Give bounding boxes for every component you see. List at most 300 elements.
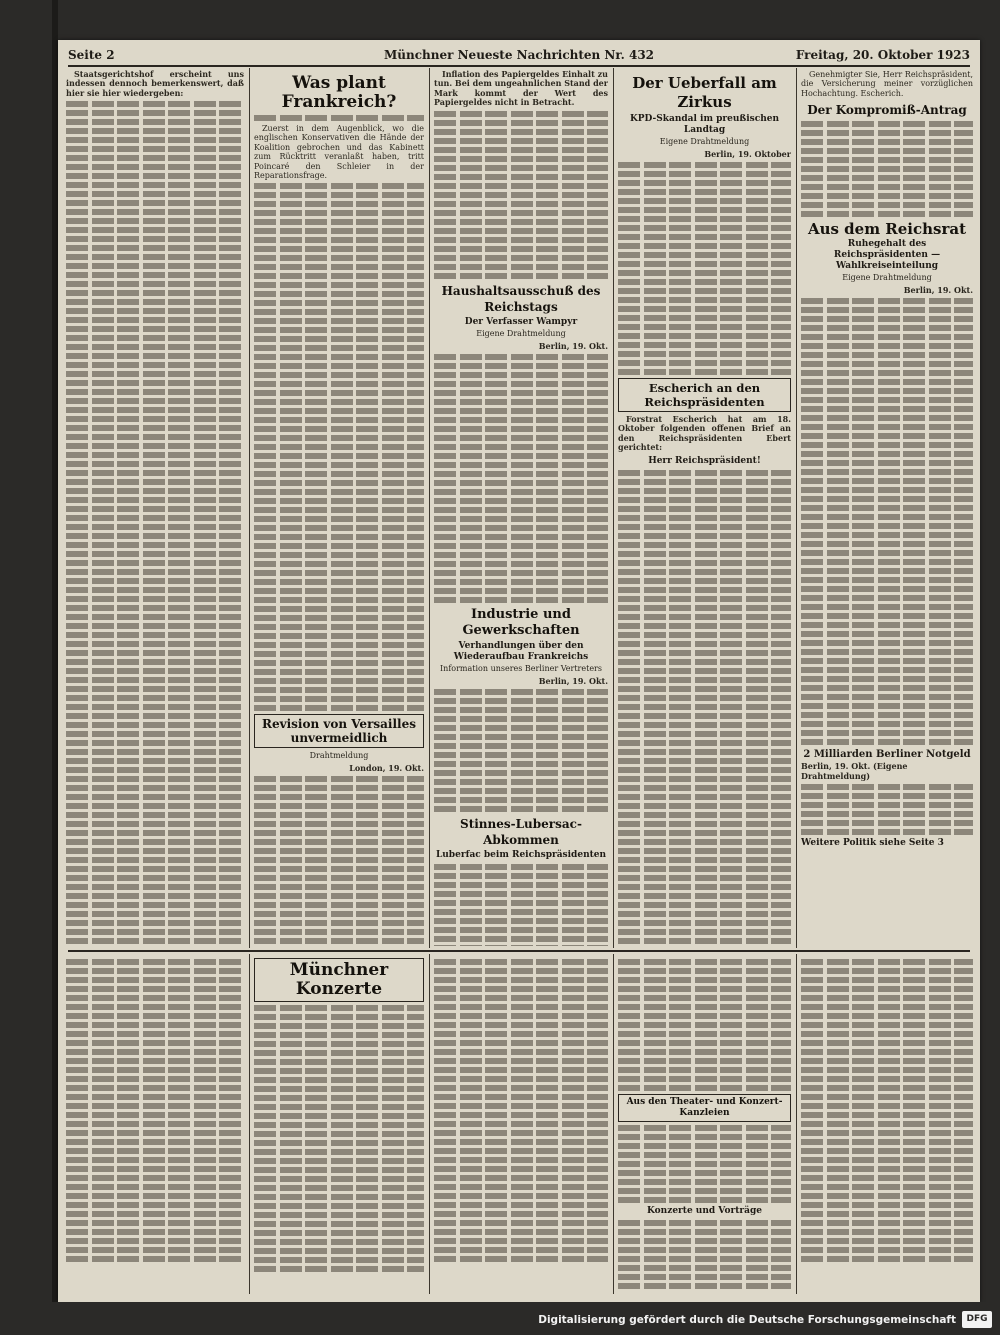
text-line-placeholder bbox=[66, 977, 244, 983]
text-line-placeholder bbox=[801, 424, 973, 430]
text-line-placeholder bbox=[618, 306, 791, 312]
article-dateline: Berlin, 19. Okt. bbox=[903, 285, 973, 296]
text-line-placeholder bbox=[618, 288, 791, 294]
text-line-placeholder bbox=[66, 1058, 244, 1064]
text-line-placeholder bbox=[66, 1112, 244, 1118]
feuilleton-column-3 bbox=[434, 956, 608, 1292]
text-line-placeholder bbox=[801, 1202, 973, 1208]
text-line-placeholder bbox=[434, 707, 608, 713]
article-title-haushaltsausschuss: Haushaltsausschuß des Reichstags bbox=[441, 283, 601, 314]
text-line-placeholder bbox=[618, 1283, 791, 1289]
text-line-placeholder bbox=[618, 704, 791, 710]
text-line-placeholder bbox=[801, 959, 973, 965]
text-line-placeholder bbox=[66, 254, 244, 260]
text-line-placeholder bbox=[66, 1211, 244, 1217]
article-title-stinnes-lubersac: Stinnes-Lubersac-Abkommen bbox=[460, 816, 582, 847]
text-line-placeholder bbox=[66, 317, 244, 323]
text-line-placeholder bbox=[66, 1022, 244, 1028]
article-title-industrie-und-gewerkschaften: Industrie und Gewerkschaften bbox=[462, 606, 580, 638]
text-line-placeholder bbox=[434, 453, 608, 459]
text-line-placeholder bbox=[254, 291, 424, 297]
text-line-placeholder bbox=[66, 425, 244, 431]
text-line-placeholder bbox=[66, 479, 244, 485]
text-line-placeholder bbox=[66, 281, 244, 287]
text-line-placeholder bbox=[66, 767, 244, 773]
text-line-placeholder bbox=[434, 1031, 608, 1037]
text-line-placeholder bbox=[254, 615, 424, 621]
text-line-placeholder bbox=[618, 351, 791, 357]
text-line-placeholder bbox=[66, 794, 244, 800]
text-line-placeholder bbox=[801, 703, 973, 709]
feuilleton-column-1 bbox=[66, 956, 244, 1292]
text-line-placeholder bbox=[66, 911, 244, 917]
text-line-placeholder bbox=[801, 433, 973, 439]
text-line-placeholder bbox=[801, 523, 973, 529]
text-line-placeholder bbox=[801, 361, 973, 367]
text-line-placeholder bbox=[254, 902, 424, 908]
text-line-placeholder bbox=[618, 1049, 791, 1055]
text-line-placeholder bbox=[66, 1247, 244, 1253]
text-line-placeholder bbox=[434, 891, 608, 897]
text-line-placeholder bbox=[66, 209, 244, 215]
text-line-placeholder bbox=[434, 1049, 608, 1055]
digitization-footer bbox=[0, 1302, 1000, 1335]
text-line-placeholder bbox=[801, 1220, 973, 1226]
issue-date: Freitag, 20. Oktober 1923 bbox=[795, 48, 970, 62]
text-line-placeholder bbox=[801, 121, 973, 127]
text-line-placeholder bbox=[434, 372, 608, 378]
text-line-placeholder bbox=[254, 1266, 424, 1272]
text-line-placeholder bbox=[434, 959, 608, 965]
text-line-placeholder bbox=[618, 578, 791, 584]
article-title-berliner-notgeld: 2 Milliarden Berliner Notgeld bbox=[803, 749, 971, 761]
text-line-placeholder bbox=[434, 1022, 608, 1028]
text-line-placeholder bbox=[618, 713, 791, 719]
text-line-placeholder bbox=[66, 290, 244, 296]
text-line-placeholder bbox=[434, 1211, 608, 1217]
text-line-placeholder bbox=[66, 155, 244, 161]
text-line-placeholder bbox=[66, 938, 244, 944]
column-rule bbox=[429, 68, 430, 948]
text-line-placeholder bbox=[66, 857, 244, 863]
text-line-placeholder bbox=[66, 830, 244, 836]
text-line-placeholder bbox=[434, 489, 608, 495]
text-line-placeholder bbox=[618, 162, 791, 168]
text-line-placeholder bbox=[254, 579, 424, 585]
text-line-placeholder bbox=[66, 1049, 244, 1055]
text-line-placeholder bbox=[254, 462, 424, 468]
text-line-placeholder bbox=[254, 1050, 424, 1056]
text-line-placeholder bbox=[801, 1022, 973, 1028]
text-line-placeholder bbox=[618, 1256, 791, 1262]
article-column-3 bbox=[434, 70, 608, 946]
text-line-placeholder bbox=[66, 110, 244, 116]
article-byline: Information unseres Berliner Vertreters bbox=[440, 663, 602, 673]
text-line-placeholder bbox=[618, 614, 791, 620]
text-line-placeholder bbox=[66, 218, 244, 224]
text-line-placeholder bbox=[618, 821, 791, 827]
text-line-placeholder bbox=[254, 525, 424, 531]
article-dateline: Berlin, 19. Okt. bbox=[538, 675, 608, 686]
text-line-placeholder bbox=[254, 705, 424, 711]
text-line-placeholder bbox=[434, 968, 608, 974]
text-line-placeholder bbox=[434, 1094, 608, 1100]
text-line-placeholder bbox=[801, 139, 973, 145]
text-line-placeholder bbox=[801, 694, 973, 700]
text-line-placeholder bbox=[254, 183, 424, 189]
text-line-placeholder bbox=[618, 686, 791, 692]
text-line-placeholder bbox=[434, 210, 608, 216]
text-line-placeholder bbox=[801, 541, 973, 547]
text-line-placeholder bbox=[66, 1148, 244, 1154]
text-line-placeholder bbox=[618, 1076, 791, 1082]
text-line-placeholder bbox=[66, 1040, 244, 1046]
text-line-placeholder bbox=[618, 1022, 791, 1028]
text-line-placeholder bbox=[434, 725, 608, 731]
text-line-placeholder bbox=[801, 1229, 973, 1235]
text-line-placeholder bbox=[801, 1121, 973, 1127]
page-number: Seite 2 bbox=[68, 48, 115, 62]
text-line-placeholder bbox=[801, 577, 973, 583]
article-title-kompromiss-antrag: Der Kompromiß-Antrag bbox=[807, 103, 967, 118]
article-column-4 bbox=[618, 70, 791, 946]
article-subtitle: Verhandlungen über den Wiederaufbau Frankreichs bbox=[453, 640, 589, 662]
text-line-placeholder bbox=[801, 298, 973, 304]
text-line-placeholder bbox=[254, 794, 424, 800]
text-line-placeholder bbox=[254, 588, 424, 594]
text-line-placeholder bbox=[434, 381, 608, 387]
text-line-placeholder bbox=[434, 507, 608, 513]
text-line-placeholder bbox=[434, 1103, 608, 1109]
text-line-placeholder bbox=[434, 873, 608, 879]
text-line-placeholder bbox=[254, 812, 424, 818]
text-line-placeholder bbox=[66, 1130, 244, 1136]
text-line-placeholder bbox=[618, 740, 791, 746]
text-line-placeholder bbox=[66, 299, 244, 305]
text-line-placeholder bbox=[254, 866, 424, 872]
text-line-placeholder bbox=[618, 731, 791, 737]
text-line-placeholder bbox=[618, 234, 791, 240]
text-line-placeholder bbox=[254, 1095, 424, 1101]
text-line-placeholder bbox=[618, 297, 791, 303]
text-line-placeholder bbox=[801, 739, 973, 745]
text-line-placeholder bbox=[434, 129, 608, 135]
text-line-placeholder bbox=[434, 237, 608, 243]
text-line-placeholder bbox=[434, 1247, 608, 1253]
text-line-placeholder bbox=[66, 380, 244, 386]
text-line-placeholder bbox=[618, 875, 791, 881]
text-line-placeholder bbox=[66, 839, 244, 845]
text-line-placeholder bbox=[66, 1202, 244, 1208]
text-line-placeholder bbox=[66, 335, 244, 341]
text-line-placeholder bbox=[66, 371, 244, 377]
text-line-placeholder bbox=[254, 1194, 424, 1200]
text-line-placeholder bbox=[434, 1085, 608, 1091]
article-subtitle: Ruhegehalt des Reichspräsidenten — Wahlkreiseinteilung bbox=[833, 239, 941, 272]
text-line-placeholder bbox=[434, 165, 608, 171]
text-line-placeholder bbox=[801, 1004, 973, 1010]
text-line-placeholder bbox=[618, 911, 791, 917]
text-line-placeholder bbox=[618, 324, 791, 330]
text-line-placeholder bbox=[618, 857, 791, 863]
text-line-placeholder bbox=[254, 534, 424, 540]
article-dateline: Berlin, 19. Oktober bbox=[704, 149, 791, 159]
text-line-placeholder bbox=[618, 497, 791, 503]
text-line-placeholder bbox=[618, 225, 791, 231]
text-line-placeholder bbox=[254, 489, 424, 495]
text-line-placeholder bbox=[254, 228, 424, 234]
text-line-placeholder bbox=[434, 1238, 608, 1244]
text-line-placeholder bbox=[801, 613, 973, 619]
text-line-placeholder bbox=[618, 189, 791, 195]
text-line-placeholder bbox=[66, 623, 244, 629]
text-line-placeholder bbox=[66, 236, 244, 242]
text-line-placeholder bbox=[434, 734, 608, 740]
text-line-placeholder bbox=[618, 252, 791, 258]
text-line-placeholder bbox=[434, 111, 608, 117]
column-rule bbox=[429, 954, 430, 1294]
text-line-placeholder bbox=[434, 417, 608, 423]
text-line-placeholder bbox=[618, 995, 791, 1001]
text-line-placeholder bbox=[434, 1013, 608, 1019]
text-line-placeholder bbox=[254, 920, 424, 926]
text-line-placeholder bbox=[254, 282, 424, 288]
article-title-escherich: Escherich an den Reichspräsidenten bbox=[618, 378, 791, 412]
text-line-placeholder bbox=[254, 453, 424, 459]
text-line-placeholder bbox=[801, 968, 973, 974]
text-line-placeholder bbox=[434, 1220, 608, 1226]
text-line-placeholder bbox=[254, 1221, 424, 1227]
text-line-placeholder bbox=[434, 1130, 608, 1136]
text-line-placeholder bbox=[618, 587, 791, 593]
text-line-placeholder bbox=[801, 406, 973, 412]
text-line-placeholder bbox=[801, 811, 973, 817]
text-line-placeholder bbox=[434, 806, 608, 812]
newspaper-page bbox=[58, 40, 980, 1302]
text-line-placeholder bbox=[254, 417, 424, 423]
text-line-placeholder bbox=[254, 830, 424, 836]
text-line-placeholder bbox=[618, 1134, 791, 1140]
article-title-aus-dem-reichsrat: Aus dem Reichsrat bbox=[807, 220, 967, 239]
text-line-placeholder bbox=[66, 1238, 244, 1244]
page-header bbox=[68, 48, 970, 64]
article-title-muenchner-konzerte: Münchner Konzerte bbox=[254, 958, 424, 1002]
text-line-placeholder bbox=[66, 884, 244, 890]
text-line-placeholder bbox=[66, 785, 244, 791]
text-line-placeholder bbox=[434, 597, 608, 603]
text-line-placeholder bbox=[66, 146, 244, 152]
text-line-placeholder bbox=[618, 551, 791, 557]
text-line-placeholder bbox=[254, 606, 424, 612]
text-line-placeholder bbox=[434, 552, 608, 558]
article-dateline: London, 19. Okt. bbox=[349, 763, 424, 774]
text-line-placeholder bbox=[618, 839, 791, 845]
text-line-placeholder bbox=[254, 309, 424, 315]
text-line-placeholder bbox=[801, 1058, 973, 1064]
text-line-placeholder bbox=[66, 614, 244, 620]
text-line-placeholder bbox=[66, 986, 244, 992]
text-line-placeholder bbox=[434, 1040, 608, 1046]
text-line-placeholder bbox=[254, 785, 424, 791]
text-line-placeholder bbox=[434, 1067, 608, 1073]
text-line-placeholder bbox=[254, 678, 424, 684]
text-line-placeholder bbox=[434, 138, 608, 144]
article-byline: Eigene Drahtmeldung bbox=[659, 137, 750, 146]
text-line-placeholder bbox=[801, 193, 973, 199]
text-line-placeholder bbox=[618, 515, 791, 521]
text-line-placeholder bbox=[66, 821, 244, 827]
letter-salutation: Herr Reichspräsident! bbox=[648, 455, 761, 466]
text-line-placeholder bbox=[66, 587, 244, 593]
dfg-logo: DFG bbox=[962, 1311, 992, 1328]
text-line-placeholder bbox=[618, 650, 791, 656]
text-line-placeholder bbox=[434, 1112, 608, 1118]
text-line-placeholder bbox=[801, 307, 973, 313]
text-line-placeholder bbox=[801, 1112, 973, 1118]
text-line-placeholder bbox=[254, 435, 424, 441]
text-line-placeholder bbox=[66, 272, 244, 278]
text-line-placeholder bbox=[66, 1175, 244, 1181]
text-line-placeholder bbox=[618, 776, 791, 782]
text-line-placeholder bbox=[618, 1238, 791, 1244]
text-line-placeholder bbox=[66, 596, 244, 602]
text-line-placeholder bbox=[66, 524, 244, 530]
text-line-placeholder bbox=[254, 1068, 424, 1074]
article-subtitle: Der Verfasser Wampyr bbox=[464, 316, 578, 327]
text-line-placeholder bbox=[434, 534, 608, 540]
text-line-placeholder bbox=[66, 227, 244, 233]
text-line-placeholder bbox=[618, 1085, 791, 1091]
text-line-placeholder bbox=[66, 578, 244, 584]
text-line-placeholder bbox=[434, 1157, 608, 1163]
article-subtitle: Luberfac beim Reichspräsidenten bbox=[435, 849, 607, 860]
text-line-placeholder bbox=[66, 740, 244, 746]
column-rule bbox=[796, 954, 797, 1294]
text-line-placeholder bbox=[66, 308, 244, 314]
text-line-placeholder bbox=[618, 938, 791, 944]
masthead: Münchner Neueste Nachrichten Nr. 432 bbox=[383, 48, 655, 62]
text-line-placeholder bbox=[434, 918, 608, 924]
text-line-placeholder bbox=[66, 461, 244, 467]
text-line-placeholder bbox=[254, 1113, 424, 1119]
text-line-placeholder bbox=[434, 192, 608, 198]
text-line-placeholder bbox=[434, 444, 608, 450]
text-line-placeholder bbox=[618, 1125, 791, 1131]
article-byline: Drahtmeldung bbox=[309, 751, 369, 761]
text-line-placeholder bbox=[434, 1193, 608, 1199]
text-line-placeholder bbox=[801, 496, 973, 502]
text-line-placeholder bbox=[434, 995, 608, 1001]
text-line-placeholder bbox=[254, 552, 424, 558]
text-line-placeholder bbox=[254, 1185, 424, 1191]
text-line-placeholder bbox=[801, 1193, 973, 1199]
text-line-placeholder bbox=[254, 911, 424, 917]
text-line-placeholder bbox=[801, 559, 973, 565]
text-line-placeholder bbox=[618, 1013, 791, 1019]
text-line-placeholder bbox=[618, 1274, 791, 1280]
article-column-2 bbox=[254, 70, 424, 946]
text-line-placeholder bbox=[618, 986, 791, 992]
text-line-placeholder bbox=[434, 120, 608, 126]
text-line-placeholder bbox=[801, 130, 973, 136]
text-line-placeholder bbox=[434, 797, 608, 803]
text-line-placeholder bbox=[801, 202, 973, 208]
text-line-placeholder bbox=[434, 399, 608, 405]
text-line-placeholder bbox=[434, 864, 608, 870]
text-line-placeholder bbox=[66, 389, 244, 395]
text-line-placeholder bbox=[66, 407, 244, 413]
text-line-placeholder bbox=[254, 624, 424, 630]
text-line-placeholder bbox=[434, 945, 608, 946]
text-line-placeholder bbox=[254, 507, 424, 513]
article-title-theater-konzert-kanzleien: Aus den Theater- und Konzert-Kanzleien bbox=[618, 1094, 791, 1122]
text-line-placeholder bbox=[66, 398, 244, 404]
column-rule bbox=[249, 68, 250, 948]
text-line-placeholder bbox=[434, 1175, 608, 1181]
article-title-revision-von-versailles: Revision von Versailles unvermeidlich bbox=[254, 714, 424, 748]
text-line-placeholder bbox=[66, 173, 244, 179]
text-line-placeholder bbox=[66, 968, 244, 974]
text-line-placeholder bbox=[254, 354, 424, 360]
text-line-placeholder bbox=[801, 397, 973, 403]
text-line-placeholder bbox=[254, 363, 424, 369]
text-line-placeholder bbox=[618, 524, 791, 530]
header-rule bbox=[68, 65, 970, 67]
text-line-placeholder bbox=[618, 270, 791, 276]
text-line-placeholder bbox=[618, 623, 791, 629]
text-line-placeholder bbox=[66, 263, 244, 269]
text-line-placeholder bbox=[801, 793, 973, 799]
text-line-placeholder bbox=[618, 1004, 791, 1010]
text-line-placeholder bbox=[434, 986, 608, 992]
text-line-placeholder bbox=[66, 101, 244, 107]
text-line-placeholder bbox=[434, 752, 608, 758]
text-line-placeholder bbox=[66, 758, 244, 764]
text-line-placeholder bbox=[254, 1032, 424, 1038]
text-line-placeholder bbox=[434, 1004, 608, 1010]
text-line-placeholder bbox=[618, 1067, 791, 1073]
text-line-placeholder bbox=[801, 995, 973, 1001]
text-line-placeholder bbox=[801, 442, 973, 448]
digitization-note: Digitalisierung gefördert durch die Deutsche Forschungsgemeinschaft bbox=[538, 1314, 956, 1326]
text-line-placeholder bbox=[801, 1049, 973, 1055]
text-line-placeholder bbox=[66, 1166, 244, 1172]
text-line-placeholder bbox=[434, 147, 608, 153]
text-line-placeholder bbox=[66, 443, 244, 449]
text-line-placeholder bbox=[66, 137, 244, 143]
text-line-placeholder bbox=[434, 1121, 608, 1127]
text-line-placeholder bbox=[801, 784, 973, 790]
article-byline: Eigene Drahtmeldung bbox=[842, 273, 932, 283]
text-line-placeholder bbox=[66, 668, 244, 674]
article-dateline: Berlin, 19. Okt. (Eigene Drahtmeldung) bbox=[801, 761, 908, 782]
text-line-placeholder bbox=[618, 470, 791, 476]
text-line-placeholder bbox=[254, 498, 424, 504]
text-line-placeholder bbox=[254, 471, 424, 477]
text-line-placeholder bbox=[618, 632, 791, 638]
text-line-placeholder bbox=[254, 1158, 424, 1164]
column-rule bbox=[613, 68, 614, 948]
text-line-placeholder bbox=[801, 316, 973, 322]
text-line-placeholder bbox=[434, 408, 608, 414]
article-title-ueberfall-am-zirkus: Der Ueberfall am Zirkus bbox=[632, 74, 777, 111]
text-line-placeholder bbox=[801, 986, 973, 992]
text-line-placeholder bbox=[254, 1104, 424, 1110]
text-line-placeholder bbox=[618, 360, 791, 366]
text-line-placeholder bbox=[66, 542, 244, 548]
text-line-placeholder bbox=[801, 649, 973, 655]
text-line-placeholder bbox=[618, 171, 791, 177]
